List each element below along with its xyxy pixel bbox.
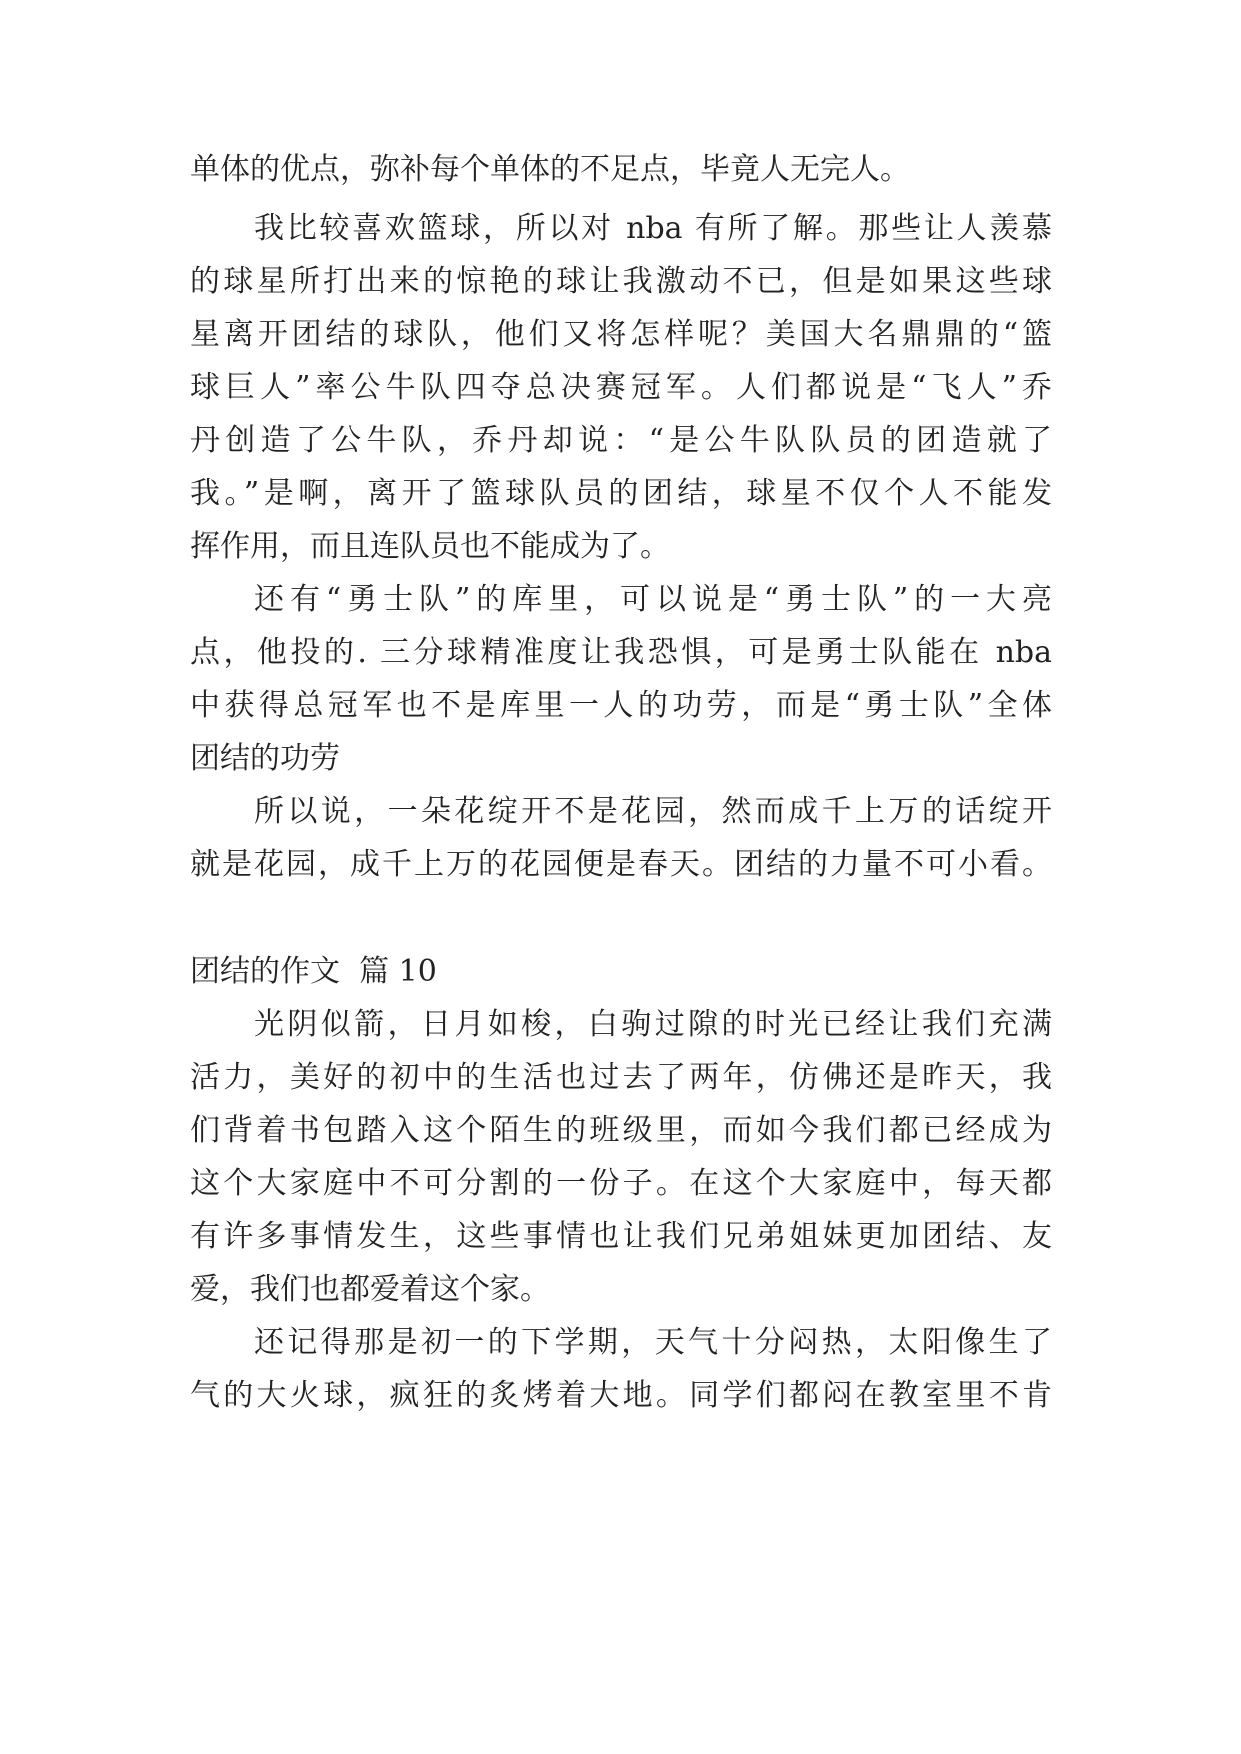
text-line: 们背着书包踏入这个陌生的班级里，而如今我们都已经成为 <box>190 1113 1052 1148</box>
text-line: 星离开团结的球队，他们又将怎样呢？美国大名鼎鼎的“篮 <box>190 317 1052 352</box>
text-line: 有许多事情发生，这些事情也让我们兄弟姐妹更加团结、友 <box>190 1219 1052 1254</box>
text-line: 爱，我们也都爱着这个家。 <box>190 1272 550 1307</box>
text-line: 就是花园，成千上万的花园便是春天。团结的力量不可小看。 <box>190 847 1052 882</box>
text-line: 单体的优点，弥补每个单体的不足点，毕竟人无完人。 <box>190 152 910 187</box>
paragraph-first-line: 光阴似箭，日月如梭，白驹过隙的时光已经让我们充满 <box>254 1007 1052 1042</box>
text-line: 活力，美好的初中的生活也过去了两年，仿佛还是昨天，我 <box>190 1060 1052 1095</box>
paragraph-first-line: 还记得那是初一的下学期，天气十分闷热，太阳像生了 <box>254 1325 1052 1360</box>
text-line: 丹创造了公牛队，乔丹却说：“是公牛队队员的团造就了 <box>190 423 1052 458</box>
text-line: 挥作用，而且连队员也不能成为了。 <box>190 529 670 564</box>
text-line: 的球星所打出来的惊艳的球让我激动不已，但是如果这些球 <box>190 264 1052 299</box>
text-line: 中获得总冠军也不是库里一人的功劳，而是“勇士队”全体 <box>190 688 1052 723</box>
section-heading: 团结的作文 篇 10 <box>190 954 437 989</box>
text-line: 我。”是啊，离开了篮球队员的团结，球星不仅个人不能发 <box>190 476 1052 511</box>
paragraph-first-line: 所以说，一朵花绽开不是花园，然而成千上万的话绽开 <box>254 794 1052 829</box>
text-line: 这个大家庭中不可分割的一份子。在这个大家庭中，每天都 <box>190 1166 1052 1201</box>
text-line: 团结的功劳 <box>190 741 340 776</box>
text-line: 气的大火球，疯狂的炙烤着大地。同学们都闷在教室里不肯 <box>190 1378 1052 1413</box>
paragraph-first-line: 还有“勇士队”的库里，可以说是“勇士队”的一大亮 <box>254 582 1052 617</box>
text-line: 点，他投的. 三分球精准度让我恐惧，可是勇士队能在 nba <box>190 635 1052 670</box>
paragraph-first-line: 我比较喜欢篮球，所以对 nba 有所了解。那些让人羡慕 <box>254 211 1052 246</box>
text-line: 球巨人”率公牛队四夺总决赛冠军。人们都说是“飞人”乔 <box>190 370 1052 405</box>
